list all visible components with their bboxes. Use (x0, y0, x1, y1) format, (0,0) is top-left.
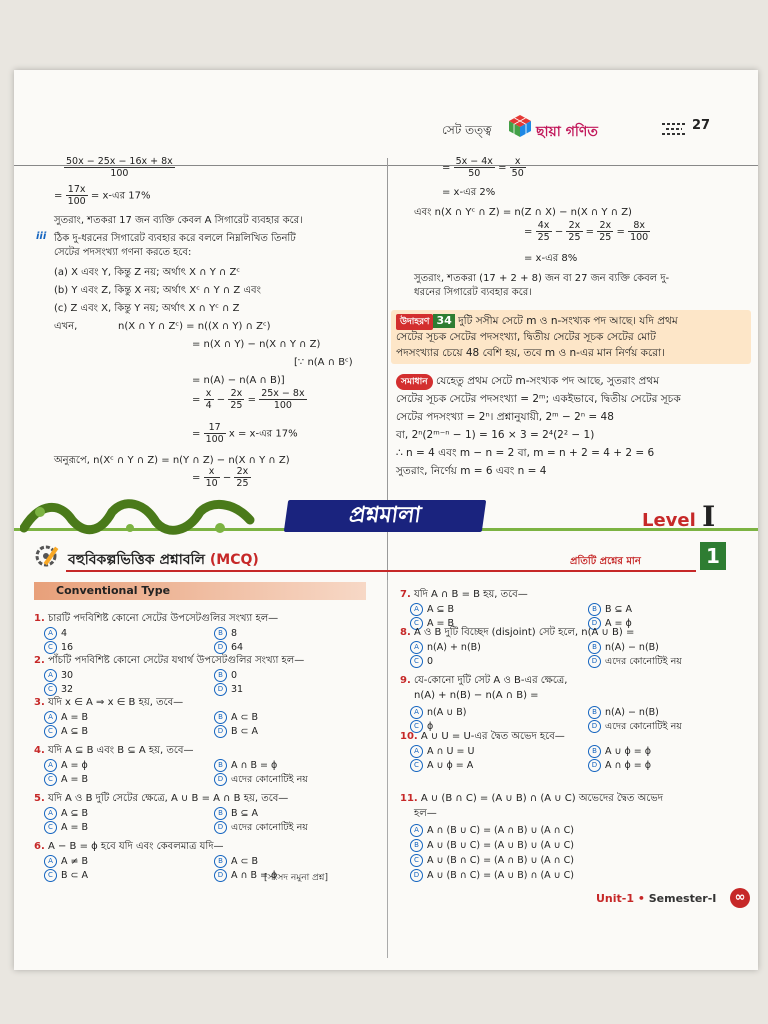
option-letter-icon: B (214, 855, 227, 868)
example-number: 34 (433, 314, 454, 328)
option-c[interactable] (410, 655, 433, 668)
option-c[interactable] (410, 759, 473, 772)
question-number: 10. (400, 731, 418, 742)
chapter-title: সেট তত্ত্ব (442, 123, 492, 137)
option-text: A ⊂ B (231, 856, 259, 867)
option-text: A ∩ B = ϕ (231, 760, 278, 771)
option-b[interactable] (214, 669, 237, 682)
option-letter-icon: C (44, 869, 57, 882)
question-text: যে-কোনো দুটি সেট A ও B-এর ক্ষেত্রে, (413, 675, 568, 686)
question-text: পাঁচটি পদবিশিষ্ট কোনো সেটের যথার্থ উপসেটগুলির সংখ্যা হল— (47, 655, 305, 666)
option-a[interactable] (44, 855, 88, 868)
book-page (14, 70, 758, 970)
option-text: B ⊆ A (231, 808, 259, 819)
right-equation-5: = x-এর 8% (524, 253, 578, 264)
question-4 (34, 744, 193, 757)
right-conclusion-1: সুতরাং, শতকরা (17 + 2 + 8) জন বা 27 জন ব্যক্তি কেবল দু- (414, 273, 670, 284)
option-text: এদের কোনোটিই নয় (231, 774, 308, 785)
option-letter-icon: A (410, 745, 423, 758)
option-text: A = ϕ (605, 618, 632, 629)
mcq-column-divider (387, 580, 388, 958)
eq5-c-den: 100 (273, 400, 292, 411)
question-text: যদি A ⊆ B এবং B ⊆ A হয়, তবে— (47, 745, 194, 756)
question-text: চারটি পদবিশিষ্ট কোনো সেটের উপসেটগুলির সংখ্যা হল— (47, 613, 279, 624)
r4-d-den: 100 (630, 232, 649, 243)
option-text: A ∪ (B ∪ C) = (A ∪ B) ∪ (A ∪ C) (427, 840, 574, 851)
part-iii-text-1: ঠিক দু-ধরনের সিগারেট ব্যবহার করে বললে নিম্নলিখিত তিনটি (54, 233, 296, 244)
option-letter-icon: B (214, 759, 227, 772)
equation-2: = n(X ∩ Y) − n(X ∩ Y ∩ Z) (192, 339, 321, 350)
option-letter-icon: D (214, 869, 227, 882)
option-text: A ⊆ B (61, 808, 89, 819)
question-5 (34, 792, 288, 805)
similarly-line: অনুরূপে, n(Xᶜ ∩ Y ∩ Z) = n(Y ∩ Z) − n(X ∩ Y ∩ Z) (54, 455, 290, 466)
option-text: 32 (61, 684, 74, 695)
option-a[interactable] (44, 627, 67, 640)
solution-text-4: বা, 2ⁿ(2ᵐ⁻ⁿ − 1) = 16 × 3 = 2⁴(2² − 1) (396, 429, 595, 441)
option-letter-icon: A (410, 641, 423, 654)
option-a[interactable] (410, 603, 454, 616)
option-text: A ∩ U = U (427, 746, 475, 757)
eq7-a-den: 10 (205, 478, 218, 489)
option-letter-icon: C (44, 725, 57, 738)
level-number: I (702, 500, 716, 533)
option-c[interactable] (44, 869, 88, 882)
option-d[interactable] (214, 821, 308, 834)
section-title: প্রশ্নমালা (284, 500, 486, 532)
r4-c-den: 25 (599, 232, 612, 243)
option-letter-icon: B (588, 603, 601, 616)
option-d[interactable] (214, 683, 243, 696)
cube-logo-icon (508, 114, 532, 138)
option-text: 8 (231, 628, 238, 639)
option-b[interactable] (588, 706, 659, 719)
equation-7: = $\frac{x}{10}$ − $\frac{2x}{25}$ (192, 466, 249, 489)
option-text: 0 (231, 670, 238, 681)
option-a[interactable] (44, 759, 88, 772)
r1-b-den: 50 (511, 168, 524, 179)
option-d[interactable] (410, 869, 574, 882)
question-text: যদি A ও B দুটি সেটের ক্ষেত্রে, A ∪ B = A ∩ B হয়, তবে— (47, 793, 289, 804)
option-d[interactable] (214, 725, 258, 738)
option-letter-icon: C (410, 759, 423, 772)
question-text: A ∪ U = U-এর দ্বৈত অভেদ হবে— (420, 731, 565, 742)
question-text-continued: n(A) + n(B) − n(A ∩ B) = (414, 690, 539, 701)
option-letter-icon: A (44, 669, 57, 682)
equation-1: n(X ∩ Y ∩ Zᶜ) = n((X ∩ Y) ∩ Zᶜ) (118, 321, 271, 332)
solution-line-1 (396, 374, 659, 390)
level-label: Level (642, 510, 696, 531)
option-text: A = B (427, 618, 455, 629)
r4-c-num: 2x (597, 220, 613, 232)
question-number: 11. (400, 793, 418, 804)
option-d[interactable] (214, 869, 277, 882)
question-text-continued: হল— (414, 808, 437, 819)
equation-6: = $\frac{17}{100}$ x = x-এর 17% (192, 422, 298, 445)
option-text: n(A) + n(B) (427, 642, 481, 653)
option-letter-icon: D (214, 773, 227, 786)
option-letter-icon: B (410, 839, 423, 852)
option-letter-icon: D (588, 617, 601, 630)
level-indicator (642, 500, 715, 533)
footer-separator: • (634, 892, 649, 905)
r1-a-den: 50 (468, 168, 481, 179)
section-banner (34, 582, 366, 600)
question-number: 2. (34, 655, 45, 666)
example-text-2: সেটের সূচক সেটের পদসংখ্যা, দ্বিতীয় সেটের সূচক সেটের মোট (396, 331, 656, 343)
eq5-c-num: 25x − 8x (261, 388, 305, 399)
line2-numerator: 17x (66, 184, 88, 196)
eq6-den: 100 (205, 434, 224, 445)
mcq-heading-text: বহুবিকল্পভিত্তিক প্রশ্নাবলি (68, 552, 205, 568)
option-text: 0 (427, 656, 434, 667)
part-iii-text-2: সেটের পদসংখ্যা গণনা করতে হবে: (54, 247, 192, 258)
option-letter-icon: A (44, 711, 57, 724)
option-text: A ≠ B (61, 856, 89, 867)
option-b[interactable] (214, 807, 258, 820)
example-tag: উদাহরণ (396, 314, 433, 330)
question-number: 4. (34, 745, 45, 756)
citation: [সংসদ নমুনা প্রশ্ন] (264, 873, 328, 883)
line2-denominator: 100 (67, 196, 86, 207)
footer-semester: Semester-I (648, 892, 717, 905)
right-equation-3: এবং n(X ∩ Yᶜ ∩ Z) = n(Z ∩ X) − n(X ∩ Y ∩ Z) (414, 207, 632, 218)
r1-b-num: x (510, 156, 526, 168)
mcq-heading (68, 548, 259, 572)
page-number: 27 (692, 118, 711, 133)
option-text: A ∪ ϕ = A (427, 760, 474, 771)
question-number: 6. (34, 841, 45, 852)
question-1 (34, 612, 278, 625)
option-letter-icon: B (214, 669, 227, 682)
option-b[interactable] (410, 839, 574, 852)
option-text: A ⊂ B (231, 712, 259, 723)
option-letter-icon: D (214, 683, 227, 696)
eq6-num: 17 (204, 422, 226, 434)
option-b[interactable] (214, 711, 258, 724)
eq5-b-num: 2x (228, 388, 244, 400)
option-letter-icon: B (588, 641, 601, 654)
part-iii-label: iii (36, 231, 47, 242)
option-d[interactable] (214, 773, 308, 786)
r4-a-num: 4x (536, 220, 552, 232)
option-letter-icon: A (410, 706, 423, 719)
option-text: ϕ (427, 721, 434, 732)
r4-d-num: 8x (628, 220, 650, 232)
brand-name: ছায়া গণিত (536, 124, 598, 140)
question-11 (400, 792, 663, 805)
option-a[interactable] (410, 706, 466, 719)
option-text: A ⊆ B (61, 726, 89, 737)
question-number: 5. (34, 793, 45, 804)
decorative-brush-icon (20, 498, 270, 536)
eq7-a-num: x (204, 466, 220, 478)
solution-text-3: সেটের পদসংখ্যা = 2ⁿ। প্রশ্নানুযায়ী, 2ᵐ − 2ⁿ = 48 (396, 411, 614, 423)
question-text: A − B = ϕ হবে যদি এবং কেবলমাত্র যদি— (47, 841, 224, 852)
right-equation-2: = x-এর 2% (442, 187, 496, 198)
option-letter-icon: C (44, 683, 57, 696)
option-text: A ∪ (B ∩ C) = (A ∩ B) ∪ (A ∩ C) (427, 855, 574, 866)
option-text: B ⊆ A (605, 604, 633, 615)
option-text: A ∪ ϕ = ϕ (605, 746, 652, 757)
question-text: যদি x ∈ A ⇒ x ∈ B হয়, তবে— (47, 697, 184, 708)
option-b[interactable] (214, 759, 277, 772)
option-text: 31 (231, 684, 244, 695)
solution-text-1: যেহেতু প্রথম সেটে m-সংখ্যক পদ আছে, সুতরাং প্রথম (435, 375, 660, 387)
option-b[interactable] (214, 855, 258, 868)
option-text: 16 (61, 642, 74, 653)
option-d[interactable] (588, 655, 682, 668)
option-text: এদের কোনোটিই নয় (605, 656, 682, 667)
option-letter-icon: B (214, 627, 227, 640)
question-text: A ∪ (B ∩ C) = (A ∪ B) ∩ (A ∪ C) অভেদের দ্বৈত অভেদ (420, 793, 663, 804)
option-letter-icon: B (588, 706, 601, 719)
option-text: 64 (231, 642, 244, 653)
equation-4: = n(A) − n(A ∩ B)] (192, 375, 285, 386)
option-letter-icon: D (588, 759, 601, 772)
example-text-1: দুটি সসীম সেটে m ও n-সংখ্যক পদ আছে। যদি প্রথম (458, 315, 678, 327)
option-text: A = B (61, 712, 89, 723)
option-letter-icon: C (410, 655, 423, 668)
section-label: Conventional Type (56, 584, 171, 597)
option-b[interactable] (588, 745, 651, 758)
option-c[interactable] (44, 641, 73, 654)
option-letter-icon: C (410, 854, 423, 867)
question-text: যদি A ∩ B = B হয়, তবে— (413, 589, 528, 600)
eq6-result: x = x-এর 17% (228, 428, 298, 440)
equation-3: [∵ n(A ∩ Bᶜ) (294, 357, 353, 368)
option-letter-icon: D (588, 720, 601, 733)
option-letter-icon: B (588, 745, 601, 758)
question-7 (400, 588, 528, 601)
infinity-icon: ∞ (730, 888, 750, 908)
example-text-3: পদসংখ্যার চেয়ে 48 বেশি হয়, তবে m ও n-এর মান নির্ণয় করো। (396, 347, 665, 359)
gear-pencil-icon (34, 542, 62, 570)
option-text: B ⊂ A (61, 870, 89, 881)
option-letter-icon: C (44, 641, 57, 654)
option-b[interactable] (214, 627, 237, 640)
option-d[interactable] (214, 641, 243, 654)
solution-text-5: ∴ n = 4 এবং m − n = 2 বা, m = n + 2 = 4 + 2 = 6 (396, 447, 655, 459)
option-letter-icon: D (214, 641, 227, 654)
case-c: (c) Z এবং X, কিন্তু Y নয়; অর্থাৎ X ∩ Yᶜ ∩ Z (54, 303, 240, 314)
fraction-line-1 (64, 156, 175, 179)
question-number: 1. (34, 613, 45, 624)
option-text: A ∩ (B ∪ C) = (A ∩ B) ∪ (A ∩ C) (427, 825, 574, 836)
option-letter-icon: C (410, 617, 423, 630)
footer-label (596, 892, 716, 905)
question-number: 9. (400, 675, 411, 686)
question-8 (400, 626, 634, 639)
right-equation-1: = $\frac{5x - 4x}{50}$ = $\frac{x}{50}$ (442, 156, 524, 179)
option-a[interactable] (410, 824, 574, 837)
option-text: এদের কোনোটিই নয় (231, 822, 308, 833)
solution-tag: সমাধান (396, 374, 433, 390)
eq5-a-num: x (204, 388, 214, 400)
option-text: A = B (61, 774, 89, 785)
r4-b-den: 25 (568, 232, 581, 243)
option-text: n(A) − n(B) (605, 707, 659, 718)
conclusion-line: সুতরাং, শতকরা 17 জন ব্যক্তি কেবল A সিগারেট ব্যবহার করে। (54, 215, 303, 226)
line1-numerator: 50x − 25x − 16x + 8x (66, 156, 173, 167)
question-number: 3. (34, 697, 45, 708)
option-b[interactable] (588, 641, 659, 654)
line2-result: = x-এর 17% (90, 190, 151, 202)
option-text: n(A ∪ B) (427, 707, 467, 718)
r4-a-den: 25 (537, 232, 550, 243)
option-text: A = B (61, 822, 89, 833)
option-a[interactable] (410, 641, 481, 654)
option-text: A ∩ ϕ = ϕ (605, 760, 652, 771)
question-3 (34, 696, 183, 709)
option-text: A = ϕ (61, 760, 88, 771)
option-a[interactable] (410, 745, 474, 758)
option-letter-icon: B (214, 807, 227, 820)
option-d[interactable] (588, 759, 651, 772)
option-c[interactable] (44, 773, 88, 786)
question-text: A ও B দুটি বিচ্ছেদ (disjoint) সেট হলে, n(A ∪ B) = (413, 627, 635, 638)
r1-a-num: 5x − 4x (455, 156, 493, 167)
question-number: 7. (400, 589, 411, 600)
option-text: এদের কোনোটিই নয় (605, 721, 682, 732)
case-a: (a) X এবং Y, কিন্তু Z নয়; অর্থাৎ X ∩ Y ∩ Zᶜ (54, 267, 241, 278)
eq5-b-den: 25 (230, 400, 243, 411)
option-text: B ⊂ A (231, 726, 259, 737)
header-ornament-icon (660, 120, 690, 138)
option-c[interactable] (44, 683, 73, 696)
question-9 (400, 674, 567, 687)
solution-text-2: সেটের সূচক সেটের পদসংখ্যা = 2ᵐ; একইভাবে, দ্বিতীয় সেটের সূচক (396, 393, 681, 405)
option-b[interactable] (588, 603, 632, 616)
mcq-heading-tag: (MCQ) (209, 552, 259, 568)
option-letter-icon: C (44, 773, 57, 786)
option-c[interactable] (44, 821, 88, 834)
option-c[interactable] (410, 854, 574, 867)
case-b: (b) Y এবং Z, কিন্তু X নয়; অর্থাৎ Xᶜ ∩ Y ∩ Z এবং (54, 285, 261, 296)
option-letter-icon: C (410, 720, 423, 733)
equation-5: = $\frac{x}{4}$ − $\frac{2x}{25}$ = $\frac{25x - 8x}{100}$ (192, 388, 305, 411)
right-equation-4: = $\frac{4x}{25}$ − $\frac{2x}{25}$ = $\frac{2x}{25}$ = $\frac{8x}{100}$ (524, 220, 649, 243)
option-letter-icon: A (44, 627, 57, 640)
r4-b-num: 2x (566, 220, 582, 232)
option-letter-icon: C (44, 821, 57, 834)
option-text: A ⊆ B (427, 604, 455, 615)
question-10 (400, 730, 565, 743)
now-label: এখন, (54, 321, 78, 332)
eq7-b-num: 2x (234, 466, 250, 478)
line1-denominator: 100 (110, 168, 129, 179)
option-text: A ∪ (B ∩ C) = (A ∪ B) ∩ (A ∪ C) (427, 870, 574, 881)
option-text: 30 (61, 670, 74, 681)
question-6 (34, 840, 224, 853)
option-text: n(A) − n(B) (605, 642, 659, 653)
option-letter-icon: A (410, 603, 423, 616)
option-a[interactable] (44, 669, 73, 682)
question-2 (34, 654, 304, 667)
option-letter-icon: D (410, 869, 423, 882)
option-letter-icon: D (588, 655, 601, 668)
mark-value: 1 (700, 542, 726, 570)
option-letter-icon: B (214, 711, 227, 724)
question-number: 8. (400, 627, 411, 638)
eq5-a-den: 4 (205, 400, 212, 411)
option-letter-icon: D (214, 725, 227, 738)
option-text: 4 (61, 628, 68, 639)
solution-text-6: সুতরাং, নির্ণেয় m = 6 এবং n = 4 (396, 465, 547, 477)
option-letter-icon: A (44, 807, 57, 820)
option-letter-icon: A (410, 824, 423, 837)
footer-unit: Unit-1 (596, 892, 635, 905)
option-d[interactable] (588, 720, 682, 733)
option-text: A ∩ B = ϕ (231, 870, 278, 881)
option-letter-icon: A (44, 855, 57, 868)
option-c[interactable] (44, 725, 88, 738)
option-a[interactable] (44, 711, 88, 724)
option-letter-icon: A (44, 759, 57, 772)
right-conclusion-2: ধরনের সিগারেট ব্যবহার করে। (414, 287, 532, 298)
eq-sign: = (54, 190, 63, 202)
eq7-b-den: 25 (236, 478, 249, 489)
option-letter-icon: D (214, 821, 227, 834)
fraction-line-2 (54, 184, 151, 207)
mark-label: প্রতিটি প্রশ্নের মান (570, 556, 641, 567)
example-line-1 (396, 314, 678, 330)
option-a[interactable] (44, 807, 88, 820)
